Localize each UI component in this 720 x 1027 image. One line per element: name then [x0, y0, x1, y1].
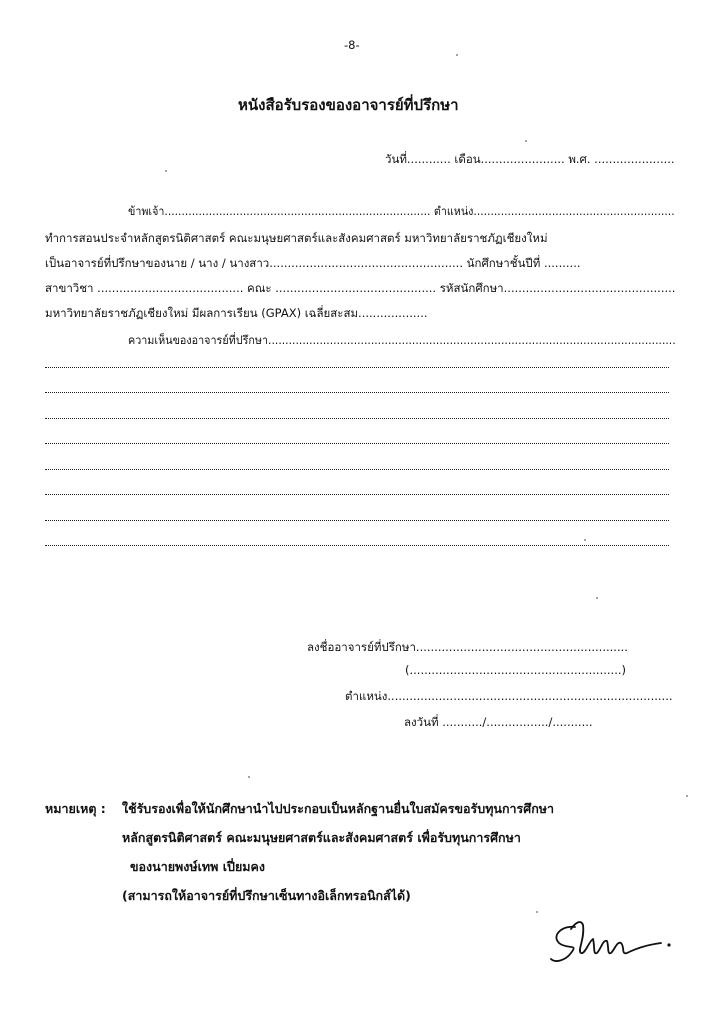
- student-name-line: เป็นอาจารย์ที่ปรึกษาของนาย / นาง / นางสาว..................................................... นักศึกษาชั้นปีที่ ..........: [45, 256, 581, 270]
- advisor-printed-name-line: (..........................................................): [405, 663, 626, 677]
- advisor-signature-line: ลงชื่ออาจารย์ที่ปรึกษา..........................................................: [307, 640, 628, 654]
- scan-speck: [525, 140, 527, 142]
- scan-speck: [686, 795, 688, 797]
- scan-speck: [536, 911, 538, 913]
- scan-speck: [584, 539, 586, 541]
- major-line: สาขาวิชา ........................................ คณะ ............................................ รหัสนักศึกษา...............................................: [45, 281, 676, 295]
- scan-speck: [248, 776, 250, 778]
- document-title: หนังสือรับรองของอาจารย์ที่ปรึกษา: [238, 96, 459, 114]
- comment-rule: [45, 469, 669, 470]
- date-line: วันที่............ เดือน....................... พ.ศ. ......................: [385, 152, 675, 166]
- teaching-line: ทำการสอนประจำหลักสูตรนิติศาสตร์ คณะมนุษยศาสตร์และสังคมศาสตร์ มหาวิทยาลัยราชภัฏเชียงใหม่: [45, 231, 548, 245]
- handwritten-signature: [545, 905, 675, 975]
- comment-rule: [45, 494, 669, 495]
- note-line: (สามารถให้อาจารย์ที่ปรึกษาเซ็นทางอิเล็กทรอนิกส์ได้): [122, 888, 411, 903]
- note-line: หลักสูตรนิติศาสตร์ คณะมนุษยศาสตร์และสังคมศาสตร์ เพื่อรับทุนการศึกษา: [122, 830, 521, 845]
- comment-rule: [45, 392, 669, 393]
- advisor-name-line: ข้าพเจ้า.............................................................................. ตำแหน่ง...........................................................: [128, 204, 675, 218]
- signed-date-line: ลงวันที่ .........../................./...........: [404, 715, 593, 729]
- note-label: หมายเหตุ :: [45, 801, 106, 816]
- comment-rule: [45, 545, 669, 546]
- comment-rule: [45, 418, 669, 419]
- page-number: -8-: [344, 38, 360, 52]
- note-line: ใช้รับรองเพื่อให้นักศึกษานำไปประกอบเป็นหลักฐานยื่นใบสมัครขอรับทุนการศึกษา: [122, 801, 555, 816]
- scan-speck: [165, 170, 167, 172]
- note-line: ของนายพงษ์เทพ เปี่ยมคง: [130, 859, 265, 874]
- scan-speck: [456, 54, 458, 56]
- comment-rule: [45, 443, 669, 444]
- advisor-position-line: ตำแหน่ง..............................................................................: [345, 689, 673, 703]
- gpax-line: มหาวิทยาลัยราชภัฏเชียงใหม่ มีผลการเรียน (GPAX) เฉลี่ยสะสม...................: [45, 306, 428, 320]
- comment-rule: [45, 367, 669, 368]
- scan-speck: [596, 597, 598, 599]
- advisor-opinion-line: ความเห็นของอาจารย์ที่ปรึกษา.......................................................................................................................: [128, 333, 676, 347]
- comment-rule: [45, 520, 669, 521]
